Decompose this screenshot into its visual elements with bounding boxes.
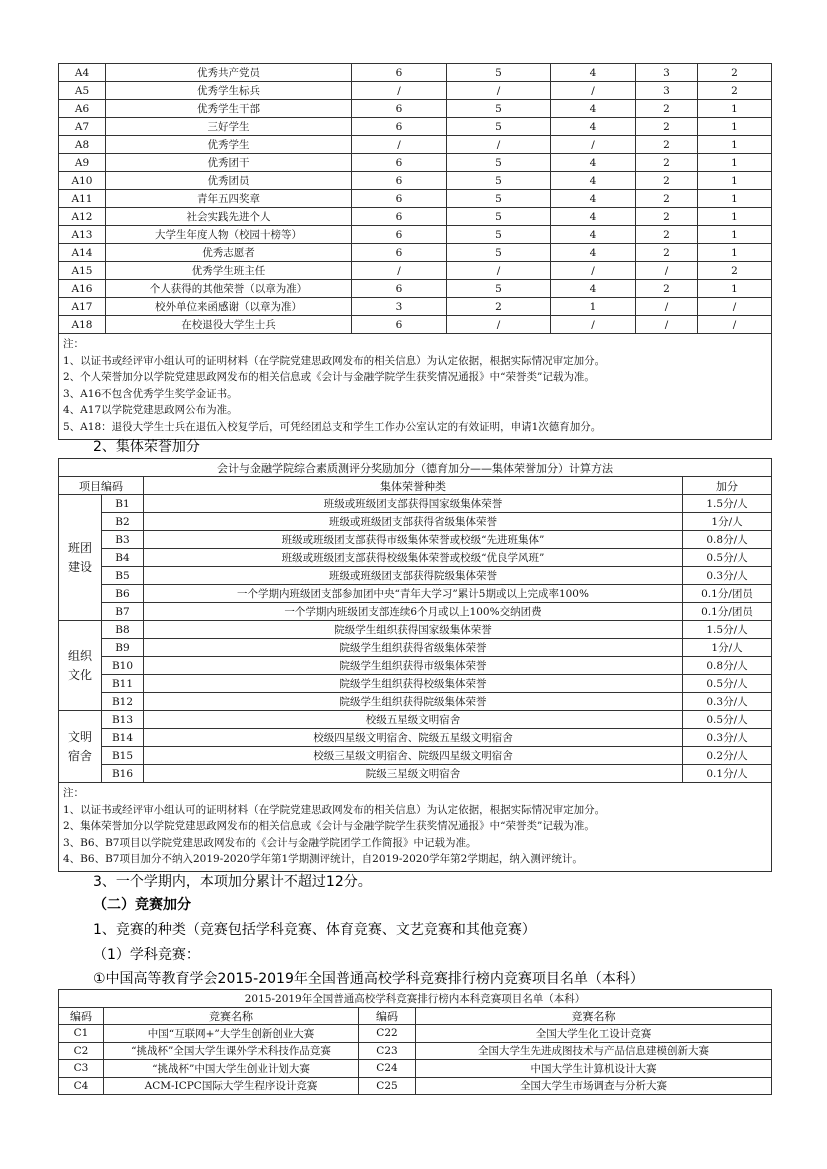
note-line: 4、A17以学院党建思政网公布为准。 (63, 404, 238, 417)
honor-type: 院级学生组织获得院级集体荣誉 (144, 693, 683, 711)
honor-name: 优秀学生 (106, 136, 352, 154)
score-col3: 4 (551, 226, 636, 244)
table-row (59, 226, 772, 244)
score: 0.1分/团员 (683, 603, 772, 621)
score-col2: 5 (447, 244, 551, 262)
notes-cell (59, 783, 772, 872)
subject-competition-line: （1）学科竞赛： (93, 947, 200, 963)
honor-name: 优秀团员 (106, 172, 352, 190)
table-row (59, 262, 772, 280)
limit-line: 3、一个学期内，本项加分累计不超过12分。 (93, 874, 372, 890)
note-line: 5、A18：退役大学生士兵在退伍入校复学后，可凭经团总支和学生工作办公室认定的有效证明，申请1次德育加分。 (63, 420, 602, 433)
score-col2: 5 (447, 100, 551, 118)
item-code: A18 (59, 316, 106, 334)
table-row (59, 64, 772, 82)
item-code: A17 (59, 298, 106, 316)
honor-type: 班级或班级团支部获得校级集体荣誉或校级“优良学风班” (144, 549, 683, 567)
score-col2: / (447, 316, 551, 334)
item-code: A15 (59, 262, 106, 280)
table-row (59, 495, 772, 513)
score-col1: 6 (352, 244, 447, 262)
score: 0.3分/人 (683, 693, 772, 711)
score-col3: 4 (551, 244, 636, 262)
score-col5: 1 (698, 208, 772, 226)
item-code: B16 (102, 765, 144, 783)
item-code: B3 (102, 531, 144, 549)
honor-name: 优秀共产党员 (106, 64, 352, 82)
score-col2: 5 (447, 190, 551, 208)
honor-type: 班级或班级团支部获得省级集体荣誉 (144, 513, 683, 531)
item-code: A16 (59, 280, 106, 298)
item-code: B6 (102, 585, 144, 603)
column-header-name-right: 竞赛名称 (416, 1007, 772, 1025)
category-label-line: 宿舍 (67, 748, 92, 763)
section-heading-competition: （二）竞赛加分 (93, 897, 191, 913)
score: 0.1分/人 (683, 765, 772, 783)
item-code: A8 (59, 136, 106, 154)
score-col1: 6 (352, 280, 447, 298)
item-code: B1 (102, 495, 144, 513)
column-header-code-left: 编码 (59, 1007, 104, 1025)
category-label-line: 建设 (67, 559, 92, 574)
score-col4: 2 (636, 208, 698, 226)
score: 0.8分/人 (683, 657, 772, 675)
score-col1: 6 (352, 100, 447, 118)
column-header-score: 加分 (683, 477, 772, 495)
score-col2: / (447, 136, 551, 154)
competition-list-heading: ①中国高等教育学会2015-2019年全国普通高校学科竞赛排行榜内竞赛项目名单（本科） (93, 971, 644, 987)
score: 0.2分/人 (683, 747, 772, 765)
honor-name: 校外单位来函感谢（以章为准） (106, 298, 352, 316)
score: 0.5分/人 (683, 675, 772, 693)
score-col3: 4 (551, 64, 636, 82)
item-code: B8 (102, 621, 144, 639)
score: 0.5分/人 (683, 549, 772, 567)
competition-code: C3 (59, 1060, 104, 1078)
column-header-type: 集体荣誉种类 (144, 477, 683, 495)
note-line: 1、以证书或经评审小组认可的证明材料（在学院党建思政网发布的相关信息）为认定依据，根据实际情况审定加分。 (63, 354, 606, 367)
note-line: 1、以证书或经评审小组认可的证明材料（在学院党建思政网发布的相关信息）为认定依据，根据实际情况审定加分。 (63, 803, 606, 816)
item-code: B14 (102, 729, 144, 747)
item-code: A5 (59, 82, 106, 100)
table-row (59, 316, 772, 334)
score-col4: 3 (636, 64, 698, 82)
score: 0.1分/团员 (683, 585, 772, 603)
score-col4: / (636, 298, 698, 316)
competition-name: 全国大学生化工设计竞赛 (416, 1025, 772, 1043)
score-col3: / (551, 316, 636, 334)
honor-name: 优秀团干 (106, 154, 352, 172)
honor-name: 大学生年度人物（校园十榜等） (106, 226, 352, 244)
individual-honor-table (58, 63, 772, 440)
competition-name: 中国大学生计算机设计大赛 (416, 1060, 772, 1078)
score-col5: 1 (698, 244, 772, 262)
score-col2: / (447, 82, 551, 100)
table-row (59, 208, 772, 226)
collective-honor-table (58, 458, 772, 872)
honor-type: 校级四星级文明宿舍、院级五星级文明宿舍 (144, 729, 683, 747)
score-col5: 1 (698, 172, 772, 190)
score-col5: 1 (698, 190, 772, 208)
score-col1: 6 (352, 154, 447, 172)
honor-type: 班级或班级团支部获得市级集体荣誉或校级“先进班集体” (144, 531, 683, 549)
score-col5: 1 (698, 226, 772, 244)
item-code: A11 (59, 190, 106, 208)
notes-row (59, 334, 772, 440)
honor-name: 优秀学生标兵 (106, 82, 352, 100)
table-row (59, 531, 772, 549)
score-col3: 4 (551, 118, 636, 136)
table-row (59, 567, 772, 585)
competition-code: C1 (59, 1025, 104, 1043)
competition-code: C23 (359, 1042, 416, 1060)
item-code: A4 (59, 64, 106, 82)
competition-name: 中国“互联网+”大学生创新创业大赛 (104, 1025, 359, 1043)
note-line: 注： (63, 338, 84, 350)
table-row (59, 765, 772, 783)
score-col4: 2 (636, 190, 698, 208)
category-label-line: 班团 (67, 540, 92, 555)
score-col5: 2 (698, 262, 772, 280)
score-col5: / (698, 316, 772, 334)
score-col5: 1 (698, 154, 772, 172)
score-col5: 2 (698, 64, 772, 82)
item-code: B13 (102, 711, 144, 729)
honor-type: 班级或班级团支部获得院级集体荣誉 (144, 567, 683, 585)
column-header-code: 项目编码 (59, 477, 144, 495)
honor-type: 一个学期内班级团支部连续6个月或以上100%交纳团费 (144, 603, 683, 621)
score-col2: 2 (447, 298, 551, 316)
competition-code: C2 (59, 1042, 104, 1060)
table-row (59, 118, 772, 136)
honor-name: 优秀学生干部 (106, 100, 352, 118)
item-code: B10 (102, 657, 144, 675)
score-col4: 2 (636, 172, 698, 190)
score-col1: / (352, 136, 447, 154)
competition-code: C22 (359, 1025, 416, 1043)
honor-name: 三好学生 (106, 118, 352, 136)
honor-name: 优秀志愿者 (106, 244, 352, 262)
item-code: B11 (102, 675, 144, 693)
score-col3: / (551, 136, 636, 154)
score-col3: 4 (551, 190, 636, 208)
score-col5: / (698, 298, 772, 316)
score-col1: / (352, 262, 447, 280)
item-code: B5 (102, 567, 144, 585)
item-code: A12 (59, 208, 106, 226)
note-line: 3、A16不包含优秀学生奖学金证书。 (63, 387, 238, 400)
competition-code: C25 (359, 1077, 416, 1095)
competition-list-table (58, 989, 772, 1095)
note-line: 4、B6、B7项目加分不纳入2019-2020学年第1学期测评统计，自2019-2020学年第2学期起，纳入测评统计。 (63, 853, 583, 866)
competition-code: C4 (59, 1077, 104, 1095)
table-row (59, 244, 772, 262)
score-col4: 2 (636, 226, 698, 244)
score-col4: 2 (636, 280, 698, 298)
competition-name: “挑战杯”中国大学生创业计划大赛 (104, 1060, 359, 1078)
category-label-line: 文明 (67, 729, 92, 744)
score-col1: 6 (352, 118, 447, 136)
score: 0.8分/人 (683, 531, 772, 549)
score-col1: 6 (352, 172, 447, 190)
table-row (59, 621, 772, 639)
score-col4: / (636, 316, 698, 334)
category-label-line: 组织 (67, 648, 92, 663)
category-cell (59, 621, 102, 711)
item-code: B9 (102, 639, 144, 657)
item-code: A13 (59, 226, 106, 244)
score-col3: 4 (551, 208, 636, 226)
table-row (59, 190, 772, 208)
score: 0.5分/人 (683, 711, 772, 729)
table-row (59, 603, 772, 621)
score-col2: 5 (447, 172, 551, 190)
table-row (59, 513, 772, 531)
table-row (59, 639, 772, 657)
honor-type: 校级三星级文明宿舍、院级四星级文明宿舍 (144, 747, 683, 765)
honor-name: 青年五四奖章 (106, 190, 352, 208)
notes-row (59, 783, 772, 872)
table-row (59, 82, 772, 100)
note-line: 3、B6、B7项目以学院党建思政网发布的《会计与金融学院团学工作简报》中记载为准。 (63, 836, 477, 849)
score: 1.5分/人 (683, 495, 772, 513)
score-col4: 2 (636, 244, 698, 262)
score-col5: 1 (698, 100, 772, 118)
score-col4: 2 (636, 118, 698, 136)
item-code: A14 (59, 244, 106, 262)
score-col1: 6 (352, 316, 447, 334)
table-row (59, 136, 772, 154)
score-col4: / (636, 262, 698, 280)
honor-type: 院级学生组织获得省级集体荣誉 (144, 639, 683, 657)
category-label-line: 文化 (67, 667, 92, 682)
score-col1: 6 (352, 226, 447, 244)
honor-name: 优秀学生班主任 (106, 262, 352, 280)
competition-types-line: 1、竞赛的种类（竞赛包括学科竞赛、体育竞赛、文艺竞赛和其他竞赛） (93, 922, 536, 938)
honor-type: 院级学生组织获得市级集体荣誉 (144, 657, 683, 675)
score-col2: 5 (447, 118, 551, 136)
competition-name: 全国大学生市场调查与分析大赛 (416, 1077, 772, 1095)
competition-name: 全国大学生先进成图技术与产品信息建模创新大赛 (416, 1042, 772, 1060)
score-col5: 1 (698, 118, 772, 136)
honor-type: 院级学生组织获得国家级集体荣誉 (144, 621, 683, 639)
score-col4: 2 (636, 154, 698, 172)
competition-table-title: 2015-2019年全国普通高校学科竞赛排行榜内本科竞赛项目名单（本科） (59, 990, 772, 1008)
score-col2: / (447, 262, 551, 280)
item-code: A9 (59, 154, 106, 172)
table-row (59, 549, 772, 567)
competition-name: “挑战杯”全国大学生课外学术科技作品竞赛 (104, 1042, 359, 1060)
table-row (59, 711, 772, 729)
honor-type: 校级五星级文明宿舍 (144, 711, 683, 729)
score-col2: 5 (447, 64, 551, 82)
category-cell (59, 711, 102, 783)
score-col3: 1 (551, 298, 636, 316)
score-col1: 6 (352, 64, 447, 82)
score: 0.3分/人 (683, 729, 772, 747)
score-col3: 4 (551, 172, 636, 190)
item-code: A7 (59, 118, 106, 136)
score-col5: 1 (698, 280, 772, 298)
table-row (59, 280, 772, 298)
score-col3: 4 (551, 280, 636, 298)
item-code: B15 (102, 747, 144, 765)
score-col3: 4 (551, 154, 636, 172)
score-col1: 3 (352, 298, 447, 316)
item-code: A10 (59, 172, 106, 190)
score-col2: 5 (447, 154, 551, 172)
score-col2: 5 (447, 208, 551, 226)
notes-cell (59, 334, 772, 440)
category-cell (59, 495, 102, 621)
score-col1: 6 (352, 190, 447, 208)
table-row (59, 675, 772, 693)
item-code: B2 (102, 513, 144, 531)
score-col4: 2 (636, 136, 698, 154)
score: 0.3分/人 (683, 567, 772, 585)
score: 1.5分/人 (683, 621, 772, 639)
table-row (59, 657, 772, 675)
table-row (59, 298, 772, 316)
column-header-name-left: 竞赛名称 (104, 1007, 359, 1025)
table-row (59, 100, 772, 118)
item-code: A6 (59, 100, 106, 118)
score: 1分/人 (683, 639, 772, 657)
table-row (59, 585, 772, 603)
table-row (59, 693, 772, 711)
score-col4: 3 (636, 82, 698, 100)
item-code: B4 (102, 549, 144, 567)
score-col5: 1 (698, 136, 772, 154)
table-row (59, 1042, 772, 1060)
honor-name: 个人获得的其他荣誉（以章为准） (106, 280, 352, 298)
note-line: 2、个人荣誉加分以学院党建思政网发布的相关信息或《会计与金融学院学生获奖情况通报》中“荣誉类”记载为准。 (63, 371, 595, 384)
score-col5: 2 (698, 82, 772, 100)
score-col2: 5 (447, 280, 551, 298)
table-row (59, 172, 772, 190)
score-col2: 5 (447, 226, 551, 244)
competition-name: ACM-ICPC国际大学生程序设计竞赛 (104, 1077, 359, 1095)
honor-type: 班级或班级团支部获得国家级集体荣誉 (144, 495, 683, 513)
score-col3: / (551, 262, 636, 280)
section-heading-collective: 2、集体荣誉加分 (93, 439, 200, 455)
honor-type: 院级三星级文明宿舍 (144, 765, 683, 783)
table-row (59, 729, 772, 747)
table-row (59, 1025, 772, 1043)
score-col4: 2 (636, 100, 698, 118)
honor-type: 一个学期内班级团支部参加团中央“青年大学习”累计5期或以上完成率100% (144, 585, 683, 603)
score: 1分/人 (683, 513, 772, 531)
table-row (59, 1077, 772, 1095)
table-row (59, 747, 772, 765)
item-code: B7 (102, 603, 144, 621)
note-line: 2、集体荣誉加分以学院党建思政网发布的相关信息或《会计与金融学院学生获奖情况通报》中“荣誉类”记载为准。 (63, 820, 595, 833)
score-col1: 6 (352, 208, 447, 226)
honor-name: 社会实践先进个人 (106, 208, 352, 226)
honor-name: 在校退役大学生士兵 (106, 316, 352, 334)
note-line: 注： (63, 787, 84, 799)
collective-table-title: 会计与金融学院综合素质测评分奖励加分（德育加分——集体荣誉加分）计算方法 (59, 459, 772, 477)
table-row (59, 1060, 772, 1078)
item-code: B12 (102, 693, 144, 711)
score-col3: / (551, 82, 636, 100)
competition-code: C24 (359, 1060, 416, 1078)
column-header-code-right: 编码 (359, 1007, 416, 1025)
score-col3: 4 (551, 100, 636, 118)
honor-type: 院级学生组织获得校级集体荣誉 (144, 675, 683, 693)
table-row (59, 154, 772, 172)
score-col1: / (352, 82, 447, 100)
